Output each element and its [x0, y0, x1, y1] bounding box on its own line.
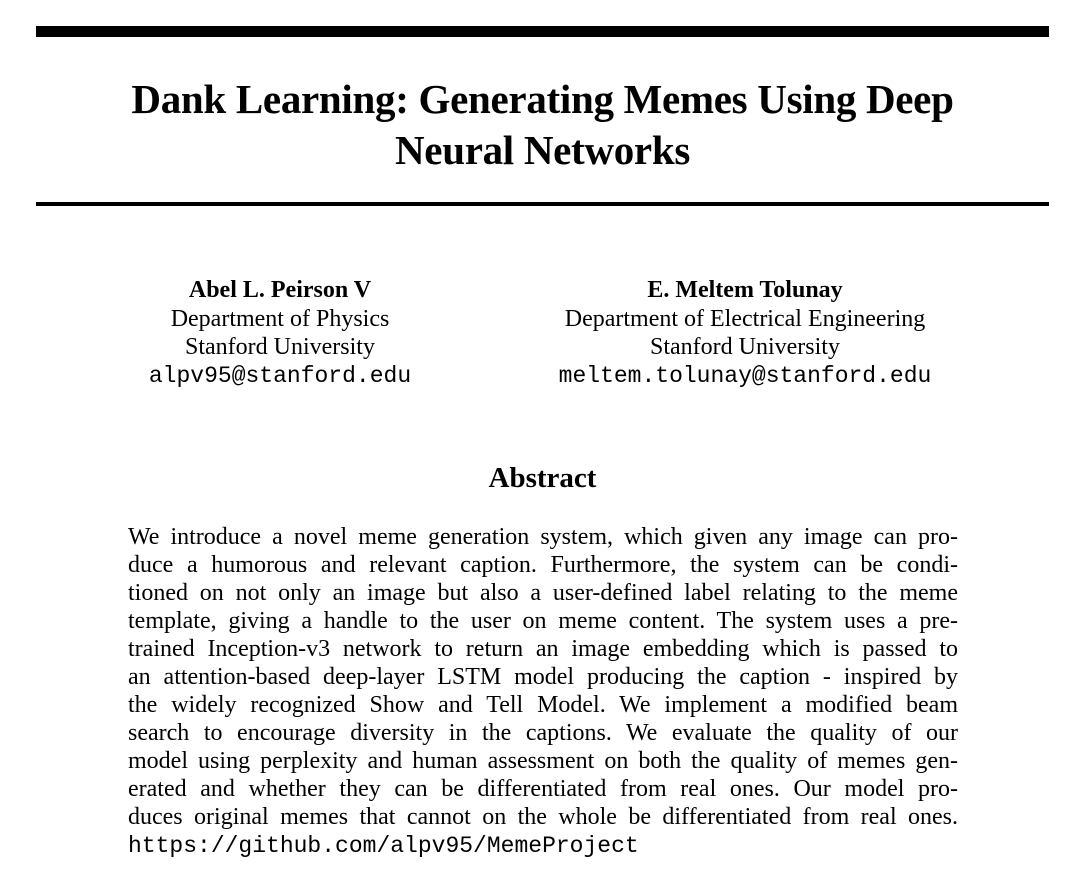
author-name: Abel L. Peirson V [188, 277, 372, 303]
abstract-line: tioned on not only an image but also a user-defined label relating to the meme [128, 580, 958, 606]
author-email: alpv95@stanford.edu [148, 362, 412, 389]
abstract-line: duce a humorous and relevant caption. Furthermore, the system can be condi- [128, 552, 958, 578]
author-affiliation: Stanford University [185, 334, 375, 360]
paper-title-line-2: Neural Networks [395, 127, 690, 173]
paper-title-line-1: Dank Learning: Generating Memes Using Deep [131, 76, 954, 122]
abstract-line: duces original memes that cannot on the whole be differentiated from real ones. [128, 804, 958, 830]
abstract-heading: Abstract [488, 462, 597, 494]
abstract-line: search to encourage diversity in the captions. We evaluate the quality of our [128, 720, 958, 746]
author-name: E. Meltem Tolunay [647, 277, 843, 303]
author-block-2 [520, 276, 970, 390]
author-department: Department of Electrical Engineering [564, 305, 926, 332]
abstract-line: trained Inception-v3 network to return an image embedding which is passed to [128, 636, 958, 662]
abstract-line: model using perplexity and human assessment on both the quality of memes gen- [128, 748, 958, 774]
title-bottom-rule [36, 202, 1049, 206]
abstract-body [128, 523, 958, 831]
author-email: meltem.tolunay@stanford.edu [558, 362, 932, 389]
title-top-rule [36, 26, 1049, 37]
author-affiliation: Stanford University [650, 334, 840, 360]
abstract-line: an attention-based deep-layer LSTM model producing the caption - inspired by [128, 664, 958, 690]
abstract-line: erated and whether they can be differentiated from real ones. Our model pro- [128, 776, 958, 802]
abstract-line: the widely recognized Show and Tell Model. We implement a modified beam [128, 692, 958, 718]
github-link[interactable]: https://github.com/alpv95/MemeProject [128, 833, 639, 859]
abstract-line: template, giving a handle to the user on meme content. The system uses a pre- [128, 608, 958, 634]
paper-title [36, 74, 1049, 176]
author-department: Department of Physics [170, 305, 390, 332]
author-block-1 [120, 276, 440, 390]
abstract-line: We introduce a novel meme generation system, which given any image can pro- [128, 524, 958, 550]
